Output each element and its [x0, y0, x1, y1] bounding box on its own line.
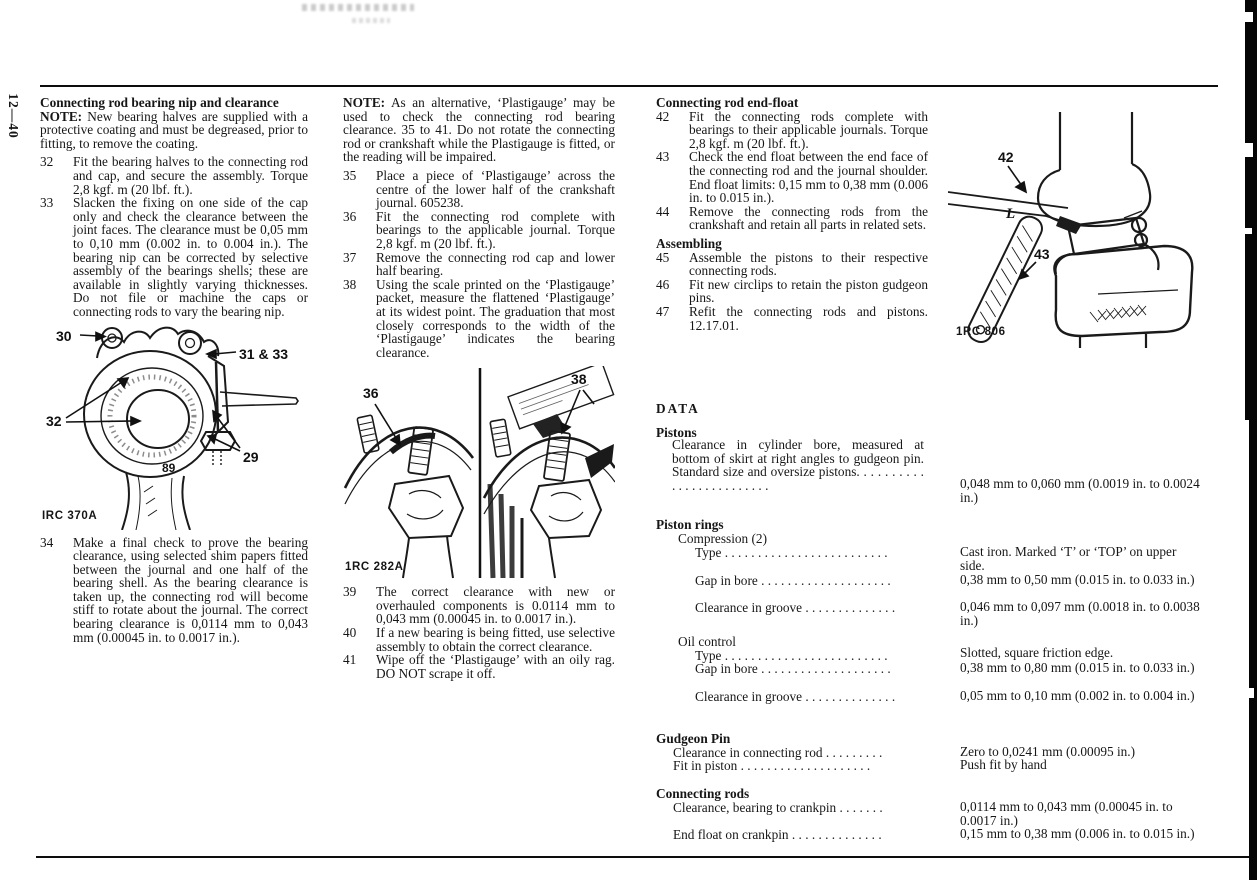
scan-edge-gap	[1245, 143, 1253, 157]
top-rule	[40, 85, 1218, 87]
data-title: DATA	[656, 401, 700, 416]
step-43	[656, 150, 928, 204]
note-label: NOTE:	[40, 108, 83, 124]
step-36	[343, 210, 615, 251]
step-35	[343, 169, 615, 210]
step-number: 38	[343, 276, 357, 292]
scan-stamp-artifact	[352, 18, 390, 23]
step-45	[656, 251, 928, 278]
step-number: 45	[656, 249, 670, 265]
step-number: 35	[343, 167, 357, 183]
spec-subheading-compression: Compression (2)	[678, 531, 768, 546]
step-text: The correct clearance with new or overhauled components is 0.0114 mm to 0,043 mm (0.00045 in. to 0.0017 in.).	[376, 584, 615, 627]
step-text: Check the end float between the end face of the connecting rod and the journal shoulder. End float limits: 0,15 mm to 0,38 mm (0.006 in. to 0.015 in.).	[689, 149, 928, 206]
step-text: Fit the bearing halves to the connecting rod and cap, and secure the assembly. Torque 2,8 kgf. m (20 lbf. ft.).	[73, 154, 308, 197]
crankshaft	[1038, 112, 1192, 348]
step-text: Assemble the pistons to their respective connecting rods.	[689, 249, 928, 279]
spec-value-oil-groove: 0,05 mm to 0,10 mm (0.002 in. to 0.004 in.)	[960, 688, 1195, 703]
note-label: NOTE:	[343, 95, 386, 110]
spec-label-oil-gap: Gap in bore . . . . . . . . . . . . . . . . . . . .	[695, 661, 891, 676]
spec-label-compression-gap: Gap in bore . . . . . . . . . . . . . . . . . . . .	[695, 573, 891, 588]
spec-value-compression-groove: 0,046 mm to 0,097 mm (0.0018 in. to 0.0038 in.)	[960, 599, 1200, 628]
note-text: As an alternative, ‘Plastigauge’ may be used to check the connecting rod bearing clearance. 35 to 41. Do not rotate the connecting rod or crankshaft while the Plastigauge is fitted, or the reading will be impaired.	[343, 95, 616, 165]
figure-irc-370a	[40, 322, 308, 530]
bottom-rule	[36, 856, 1257, 858]
scan-stamp-artifact	[302, 4, 414, 11]
spec-label-gudgeon-fit: Fit in piston . . . . . . . . . . . . . . . . . . . .	[673, 758, 871, 773]
step-34	[40, 536, 308, 645]
callout-29: 29	[243, 448, 259, 465]
note-text: New bearing halves are supplied with a protective coating and must be degreased, prior to fitting, to remove the coating.	[40, 108, 308, 151]
step-text: Make a final check to prove the bearing clearance, using selected shim papers fitted between the journal and one half of the bearing shell. As the bearing clearance is taken up, the connecting rod will become stiff to rotate about the journal. The correct bearing clearance is 0,0114 mm to 0,043 mm (0.00045 in. to 0.0017 in.).	[73, 534, 308, 645]
step-32	[40, 155, 308, 196]
spec-value-compression-gap: 0,38 mm to 0,50 mm (0.015 in. to 0.033 in.)	[960, 572, 1195, 587]
figure-label: 1RC 806	[956, 326, 1006, 338]
figure-label: IRC 370A	[42, 509, 98, 522]
step-46	[656, 278, 928, 305]
callout-32: 32	[46, 412, 62, 429]
scan-edge-band-lower	[1249, 400, 1257, 880]
figure-1rc-282a	[343, 366, 615, 580]
step-text: Remove the connecting rods from the crankshaft and retain all parts in related sets.	[689, 203, 928, 233]
step-42	[656, 110, 928, 151]
connecting-rod-illustration	[40, 322, 308, 530]
step-38	[343, 278, 615, 360]
callout-31-33: 31 & 33	[239, 345, 289, 362]
step-number: 42	[656, 108, 670, 124]
step-number: 41	[343, 652, 357, 668]
step-number: 44	[656, 203, 670, 219]
step-text: Wipe off the ‘Plastigauge’ with an oily rag. DO NOT scrape it off.	[376, 652, 615, 681]
note-paragraph	[343, 96, 615, 164]
callout-30: 30	[56, 327, 72, 344]
step-text: Refit the connecting rods and pistons. 12.17.01.	[689, 303, 928, 333]
spec-value-rods-clearance: 0,0114 mm to 0,043 mm (0.00045 in. to 0.0017 in.)	[960, 799, 1173, 828]
spec-heading-pistons: Pistons	[656, 425, 697, 440]
plastigauge-illustration	[343, 366, 615, 580]
step-number: 34	[40, 534, 54, 550]
callout-l: L	[1006, 206, 1016, 222]
spec-heading-piston-rings: Piston rings	[656, 517, 724, 532]
spec-value-piston-clearance: 0,048 mm to 0,060 mm (0.0019 in. to 0.0024 in.)	[960, 476, 1200, 505]
step-37	[343, 251, 615, 278]
spec-label-compression-groove: Clearance in groove . . . . . . . . . . . . . .	[695, 600, 896, 615]
step-text: Slacken the fixing on one side of the cap only and check the clearance between the joint faces. The clearance must be 0,05 mm to 0,10 mm (0.002 in. to 0.004 in.). The bearing nip can be corrected by selective assembly of the bearings shells; these are available in slightly varying thicknesses. Do not file or machine the caps or connecting rods to vary the bearing nip.	[73, 195, 308, 319]
column-procedure-2	[343, 96, 615, 680]
figure-label: 1RC 282A	[345, 560, 404, 573]
step-text: Fit new circlips to retain the piston gudgeon pins.	[689, 276, 928, 306]
step-text: If a new bearing is being fitted, use selective assembly to obtain the correct clearance.	[376, 625, 615, 654]
scan-edge-gap	[1245, 12, 1253, 22]
spec-label-oil-type: Type . . . . . . . . . . . . . . . . . . . . . . . . .	[695, 648, 888, 663]
section-heading-assembling: Assembling	[656, 235, 722, 251]
spec-subheading-oil-control: Oil control	[678, 634, 736, 649]
step-text: Fit the connecting rods complete with bearings to their applicable journals. Torque 2,8 kgf. m (20 lbf. ft.).	[689, 108, 928, 151]
spec-label-compression-type: Type . . . . . . . . . . . . . . . . . . . . . . . . .	[695, 545, 888, 560]
step-number: 46	[656, 276, 670, 292]
spec-value-rods-endfloat: 0,15 mm to 0,38 mm (0.006 in. to 0.015 in.)	[960, 826, 1195, 841]
right-view-journal	[484, 366, 615, 578]
callout-38: 38	[571, 371, 587, 388]
margin-page-number: 12—40	[6, 93, 21, 139]
step-number: 47	[656, 303, 670, 319]
spec-label-rods-clearance: Clearance, bearing to crankpin . . . . . . .	[673, 800, 883, 815]
crankshaft-feeler-illustration	[948, 112, 1196, 348]
spec-label-rods-endfloat: End float on crankpin . . . . . . . . . . . . . .	[673, 827, 882, 842]
spec-value-oil-gap: 0,38 mm to 0,80 mm (0.015 in. to 0.033 in.)	[960, 660, 1195, 675]
step-number: 43	[656, 149, 670, 165]
step-39	[343, 585, 615, 626]
step-number: 39	[343, 584, 357, 600]
section-heading-bearing-nip: Connecting rod bearing nip and clearance	[40, 95, 279, 110]
column-procedure-1	[40, 96, 308, 644]
spec-heading-connecting-rods: Connecting rods	[656, 786, 750, 801]
spec-value-gudgeon-clearance: Zero to 0,0241 mm (0.00095 in.)	[960, 744, 1136, 759]
left-view-journal	[345, 415, 473, 578]
step-number: 36	[343, 208, 357, 224]
callout-42: 42	[998, 149, 1014, 165]
column-procedure-3	[656, 96, 928, 332]
spec-label-gudgeon-clearance: Clearance in connecting rod . . . . . . . . .	[673, 745, 883, 760]
step-text: Place a piece of ‘Plastigauge’ across the centre of the lower half of the crankshaft journal. 605238.	[376, 167, 615, 211]
step-41	[343, 653, 615, 680]
step-number: 32	[40, 154, 54, 170]
scan-edge-gap	[1245, 228, 1252, 234]
step-text: Remove the connecting rod cap and lower half bearing.	[376, 249, 615, 279]
step-number: 33	[40, 195, 54, 211]
step-33	[40, 196, 308, 318]
spec-heading-gudgeon-pin: Gudgeon Pin	[656, 731, 731, 746]
spec-label-piston-clearance: Clearance in cylinder bore, measured at bottom of skirt at right angles to gudgeon pin. Standard size and oversize pistons. . . . . . . . . . . . . . . . . . . . . . . . .	[672, 437, 924, 493]
scan-edge-band	[1245, 0, 1257, 420]
spec-label-oil-groove: Clearance in groove . . . . . . . . . . . . . .	[695, 689, 896, 704]
step-text: Using the scale printed on the ‘Plastigauge’ packet, measure the flattened ‘Plastigauge’ at its widest point. The graduation that most closely corresponds to the width of the ‘Plastigauge’ indicates the bearing clearance.	[376, 276, 615, 360]
callout-36: 36	[363, 385, 379, 402]
note-paragraph	[40, 110, 308, 151]
step-text: Fit the connecting rod complete with bearings to the applicable journal. Torque 2,8 kgf. m (20 lbf. ft.).	[376, 208, 615, 251]
spec-value-compression-type: Cast iron. Marked ‘T’ or ‘TOP’ on upper side.	[960, 544, 1177, 573]
callout-43: 43	[1034, 246, 1050, 262]
spec-value-gudgeon-fit: Push fit by hand	[960, 757, 1047, 772]
step-47	[656, 305, 928, 332]
spec-value-oil-type: Slotted, square friction edge.	[960, 645, 1114, 660]
step-44	[656, 205, 928, 232]
step-number: 40	[343, 625, 357, 641]
section-heading-end-float: Connecting rod end-float	[656, 95, 799, 110]
figure-1rc-806	[948, 112, 1196, 348]
engraving-89: 89	[162, 460, 176, 475]
step-number: 37	[343, 249, 357, 265]
scan-edge-gap	[1249, 688, 1254, 698]
step-40	[343, 626, 615, 653]
